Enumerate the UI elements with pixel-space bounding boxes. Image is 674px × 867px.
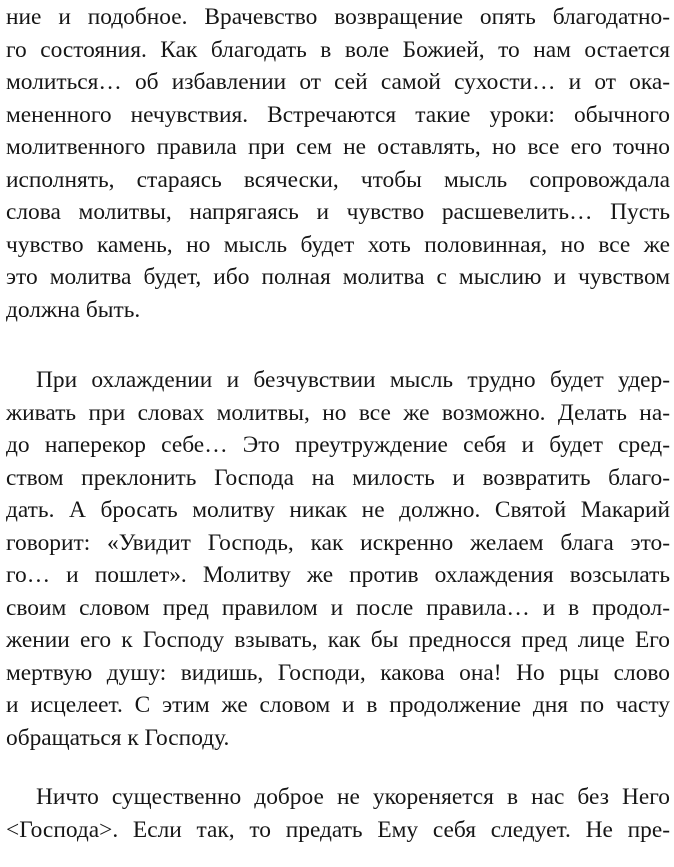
text-line: жении его к Господу взывать, как бы предносся пред лице Его: [6, 627, 670, 653]
text-line: своим словом пред правилом и после правила… и в продол-: [6, 594, 670, 621]
text-line: го… и пошлет». Молитву же против охлаждения возсылать: [6, 562, 670, 588]
text-line: <Господа>. Если так, то предать Ему себя следует. Не пре-: [6, 816, 670, 843]
text-line: исполнять, стараясь всячески, чтобы мысль сопровождала: [6, 166, 670, 193]
text-line: слова молитвы, напрягаясь и чувство расшевелить… Пусть: [6, 199, 670, 225]
text-line: до наперекор себе… Это преутруждение себя и будет сред-: [6, 432, 670, 458]
text-line: ние и подобное. Врачевство возвращение опять благодатно-: [6, 4, 670, 30]
text-line: Ничто существенно доброе не укореняется в нас без Него: [36, 784, 670, 810]
text-line: и исцелеет. С этим же словом и в продолжение дня по часту: [6, 692, 670, 718]
text-line: го состояния. Как благодать в воле Божией, то нам остается: [6, 36, 670, 63]
text-line: дать. А бросать молитву никак не должно. Святой Макарий: [6, 497, 670, 523]
text-line: мертвую душу: видишь, Господи, какова она! Но рцы слово: [6, 659, 670, 686]
text-line: молитвенного правила при сем не оставлять, но все его точно: [6, 134, 670, 160]
text-line: При охлаждении и безчувствии мысль трудно будет удер-: [36, 367, 670, 393]
text-line: чувство камень, но мысль будет хоть половинная, но все же: [6, 231, 670, 258]
text-line: живать при словах молитвы, но все же возможно. Делать на-: [6, 399, 670, 426]
text-line: обращаться к Господу.: [6, 724, 230, 751]
text-line: говорит: «Увидит Господь, как искренно желаем блага это-: [6, 529, 670, 556]
text-line: должна быть.: [6, 296, 141, 323]
text-line: молиться… об избавлении от сей самой сухости… и от ока-: [6, 69, 670, 95]
text-line: ством преклонить Господа на милость и возвратить благо-: [6, 464, 670, 491]
text-line: это молитва будет, ибо полная молитва с мыслию и чувством: [6, 264, 670, 290]
text-line: мененного нечувствия. Встречаются такие уроки: обычного: [6, 101, 670, 128]
